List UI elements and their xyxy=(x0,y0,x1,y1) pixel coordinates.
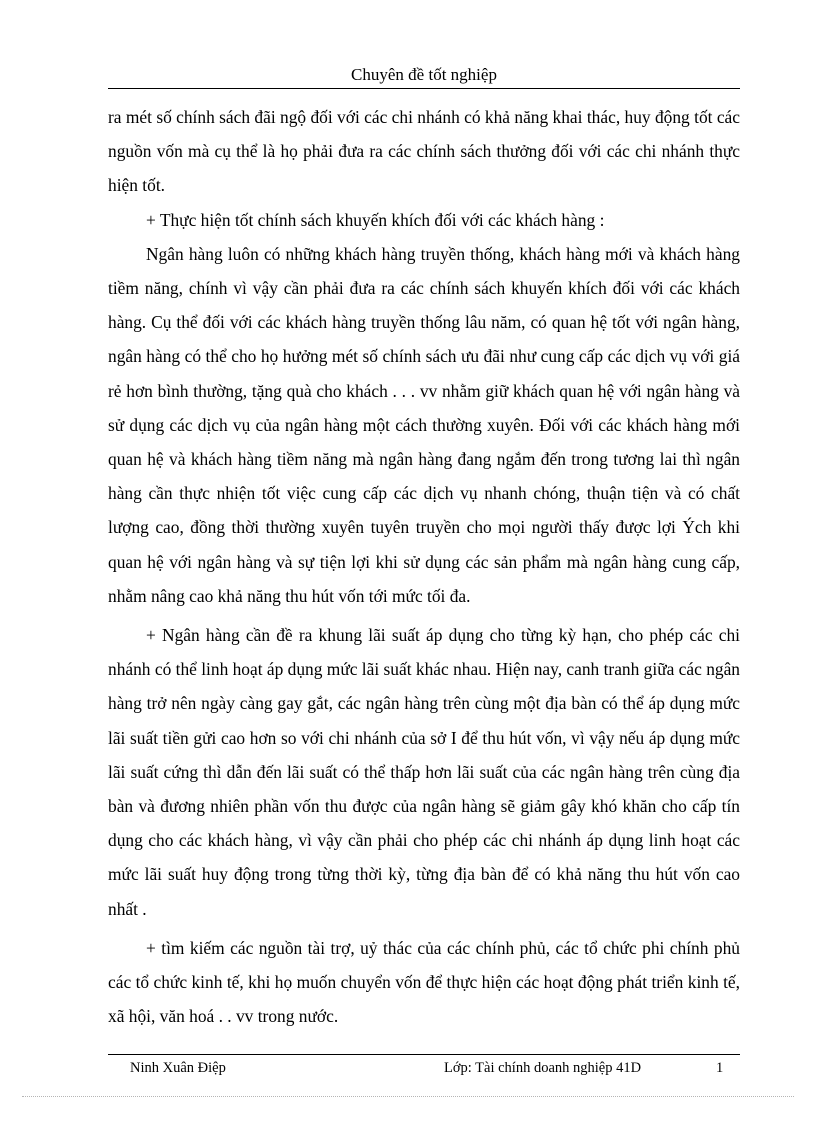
header-divider xyxy=(108,88,740,89)
page-number: 1 xyxy=(716,1060,724,1076)
page-bottom-dotted-line xyxy=(22,1096,794,1097)
body-text xyxy=(108,100,740,1033)
paragraph-funding-sources: + tìm kiếm các nguồn tài trợ, uỷ thác của các chính phủ, các tổ chức phi chính phủ các tổ chức kinh tế, khi họ muốn chuyển vốn để thực hiện các hoạt động phát triển kinh tế, xã hội, văn hoá . . vv trong nước. xyxy=(108,937,740,1027)
paragraph-customer-incentive-heading: + Thực hiện tốt chính sách khuyến khích đối với các khách hàng : xyxy=(146,209,605,230)
paragraph-customer-incentive: Ngân hàng luôn có những khách hàng truyền thống, khách hàng mới và khách hàng tiềm năng, chính vì vậy cần phải đưa ra các chính sách khuyến khích đối với các khách hàng. Cụ thể đối với các khách hàng truyền thống lâu năm, có quan hệ tốt với ngân hàng, ngân hàng có thể cho họ hưởng mét số chính sách ưu đãi như cung cấp các dịch vụ với giá rẻ hơn bình thường, tặng quà cho khách . . . vv nhằm giữ khách quan hệ với ngân hàng và sử dụng các dịch vụ của ngân hàng một cách thường xuyên. Đối với các khách hàng mới quan hệ và khách hàng tiềm năng mà ngân hàng đang ngắm đến trong tương lai thì ngân hàng cần thực nhiện tốt việc cung cấp các dịch vụ nhanh chóng, thuận tiện và có chất lượng cao, đồng thời thường xuyên tuyên truyền cho mọi người thấy được lợi Ých khi quan hệ với ngân hàng và sự tiện lợi khi sử dụng các sản phẩm mà ngân hàng cung cấp, nhằm nâng cao khả năng thu hút vốn tới mức tối đa. xyxy=(108,243,740,606)
footer-divider xyxy=(108,1054,740,1055)
paragraph-continuation: ra mét số chính sách đãi ngộ đối với các chi nhánh có khả năng khai thác, huy động tốt các nguồn vốn mà cụ thể là họ phải đưa ra các chính sách thưởng đối với các chi nhánh thực hiện tốt. xyxy=(108,107,740,196)
footer-author: Ninh Xuân Điệp xyxy=(130,1060,226,1076)
paragraph-interest-rate: + Ngân hàng cần đề ra khung lãi suất áp dụng cho từng kỳ hạn, cho phép các chi nhánh có thể linh hoạt áp dụng mức lãi suất khác nhau. Hiện nay, canh tranh giữa các ngân hàng trở nên ngày càng gay gắt, các ngân hàng trên cùng một địa bàn có thể áp dụng mức lãi suất tiền gửi cao hơn so với chi nhánh của sở I để thu hút vốn, vì vậy nếu áp dụng mức lãi suất cứng thì dẫn đến lãi suất có thể thấp hơn lãi suất của các ngân hàng trên cùng địa bàn và đương nhiên phần vốn thu được của ngân hàng sẽ giảm gây khó khăn cho cấp tín dụng cho các khách hàng, vì vậy cần phải cho phép các chi nhánh áp dụng linh hoạt các mức lãi suất huy động trong từng thời kỳ, từng địa bàn để có khả năng thu hút vốn cao nhất . xyxy=(108,625,740,919)
page-header-title: Chuyên đề tốt nghiệp xyxy=(351,65,497,84)
footer-class: Lớp: Tài chính doanh nghiệp 41D xyxy=(444,1060,642,1076)
